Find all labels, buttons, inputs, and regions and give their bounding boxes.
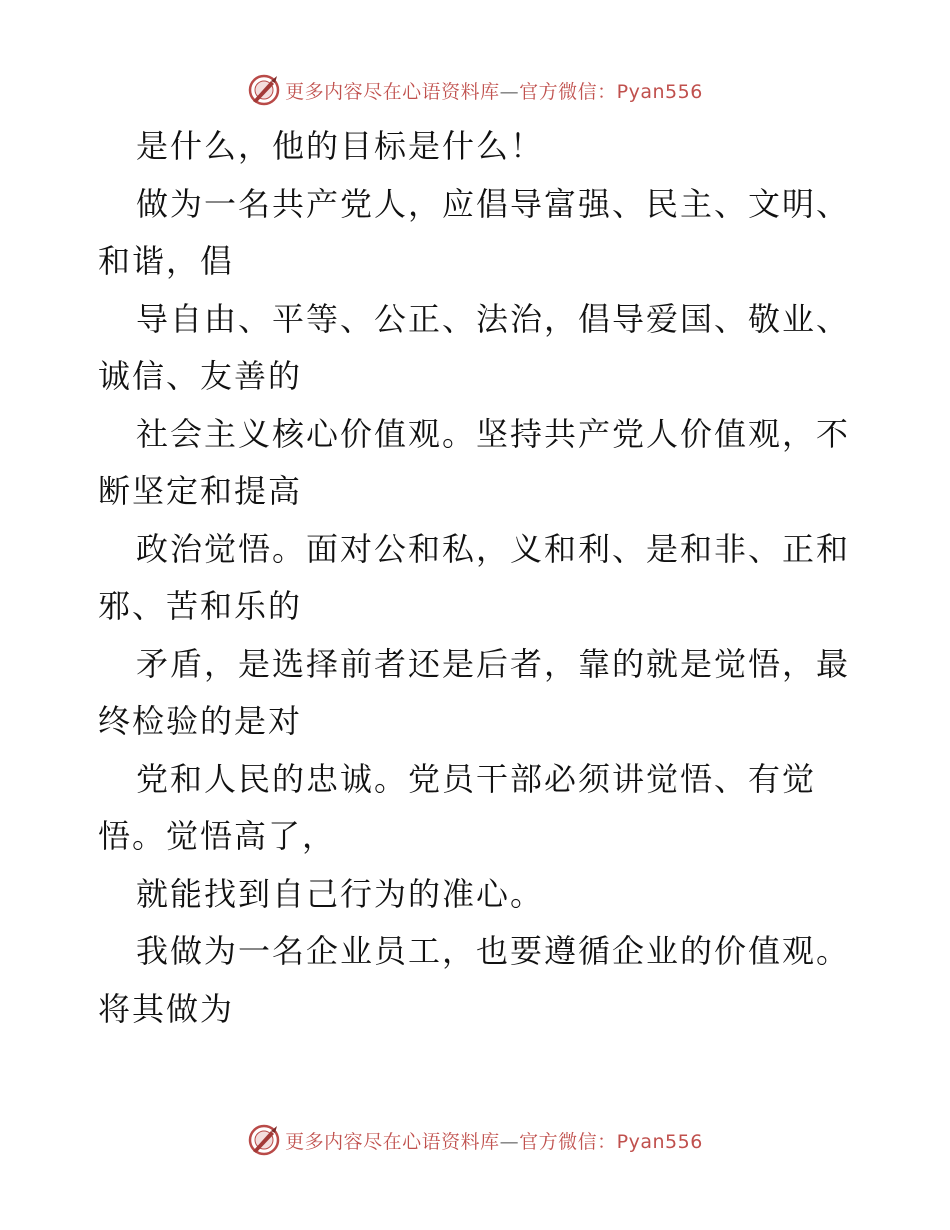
paragraph: 社会主义核心价值观。坚持共产党人价值观，不断坚定和提高 — [98, 414, 851, 510]
paragraph: 我做为一名企业员工，也要遵循企业的价值观。将其做为 — [98, 932, 851, 1028]
paragraph: 党和人民的忠诚。党员干部必须讲觉悟、有觉悟。觉悟高了， — [98, 759, 817, 855]
paragraph: 是什么，他的目标是什么！ — [136, 127, 545, 165]
quill-pen-icon — [247, 73, 281, 107]
paragraph: 做为一名共产党人，应倡导富强、民主、文明、和谐，倡 — [98, 184, 851, 280]
footer-watermark-banner — [0, 1118, 950, 1162]
document-body — [98, 118, 858, 1038]
wechat-text: 官方微信：Pyan556 — [519, 80, 703, 103]
header-watermark-banner — [0, 68, 950, 112]
paragraph: 导自由、平等、公正、法治，倡导爱国、敬业、诚信、友善的 — [98, 299, 851, 395]
banner-dash: — — [499, 80, 520, 103]
paragraph: 政治觉悟。面对公和私，义和利、是和非、正和邪、苦和乐的 — [98, 529, 851, 625]
wechat-text: 官方微信：Pyan556 — [519, 1130, 703, 1153]
quill-pen-icon — [247, 1123, 281, 1157]
paragraph: 就能找到自己行为的准心。 — [136, 874, 545, 913]
site-name-text: 更多内容尽在心语资料库 — [285, 1130, 500, 1153]
banner-dash: — — [499, 1130, 520, 1153]
site-name-text: 更多内容尽在心语资料库 — [285, 80, 500, 103]
paragraph: 矛盾，是选择前者还是后者，靠的就是觉悟，最终检验的是对 — [98, 644, 851, 740]
